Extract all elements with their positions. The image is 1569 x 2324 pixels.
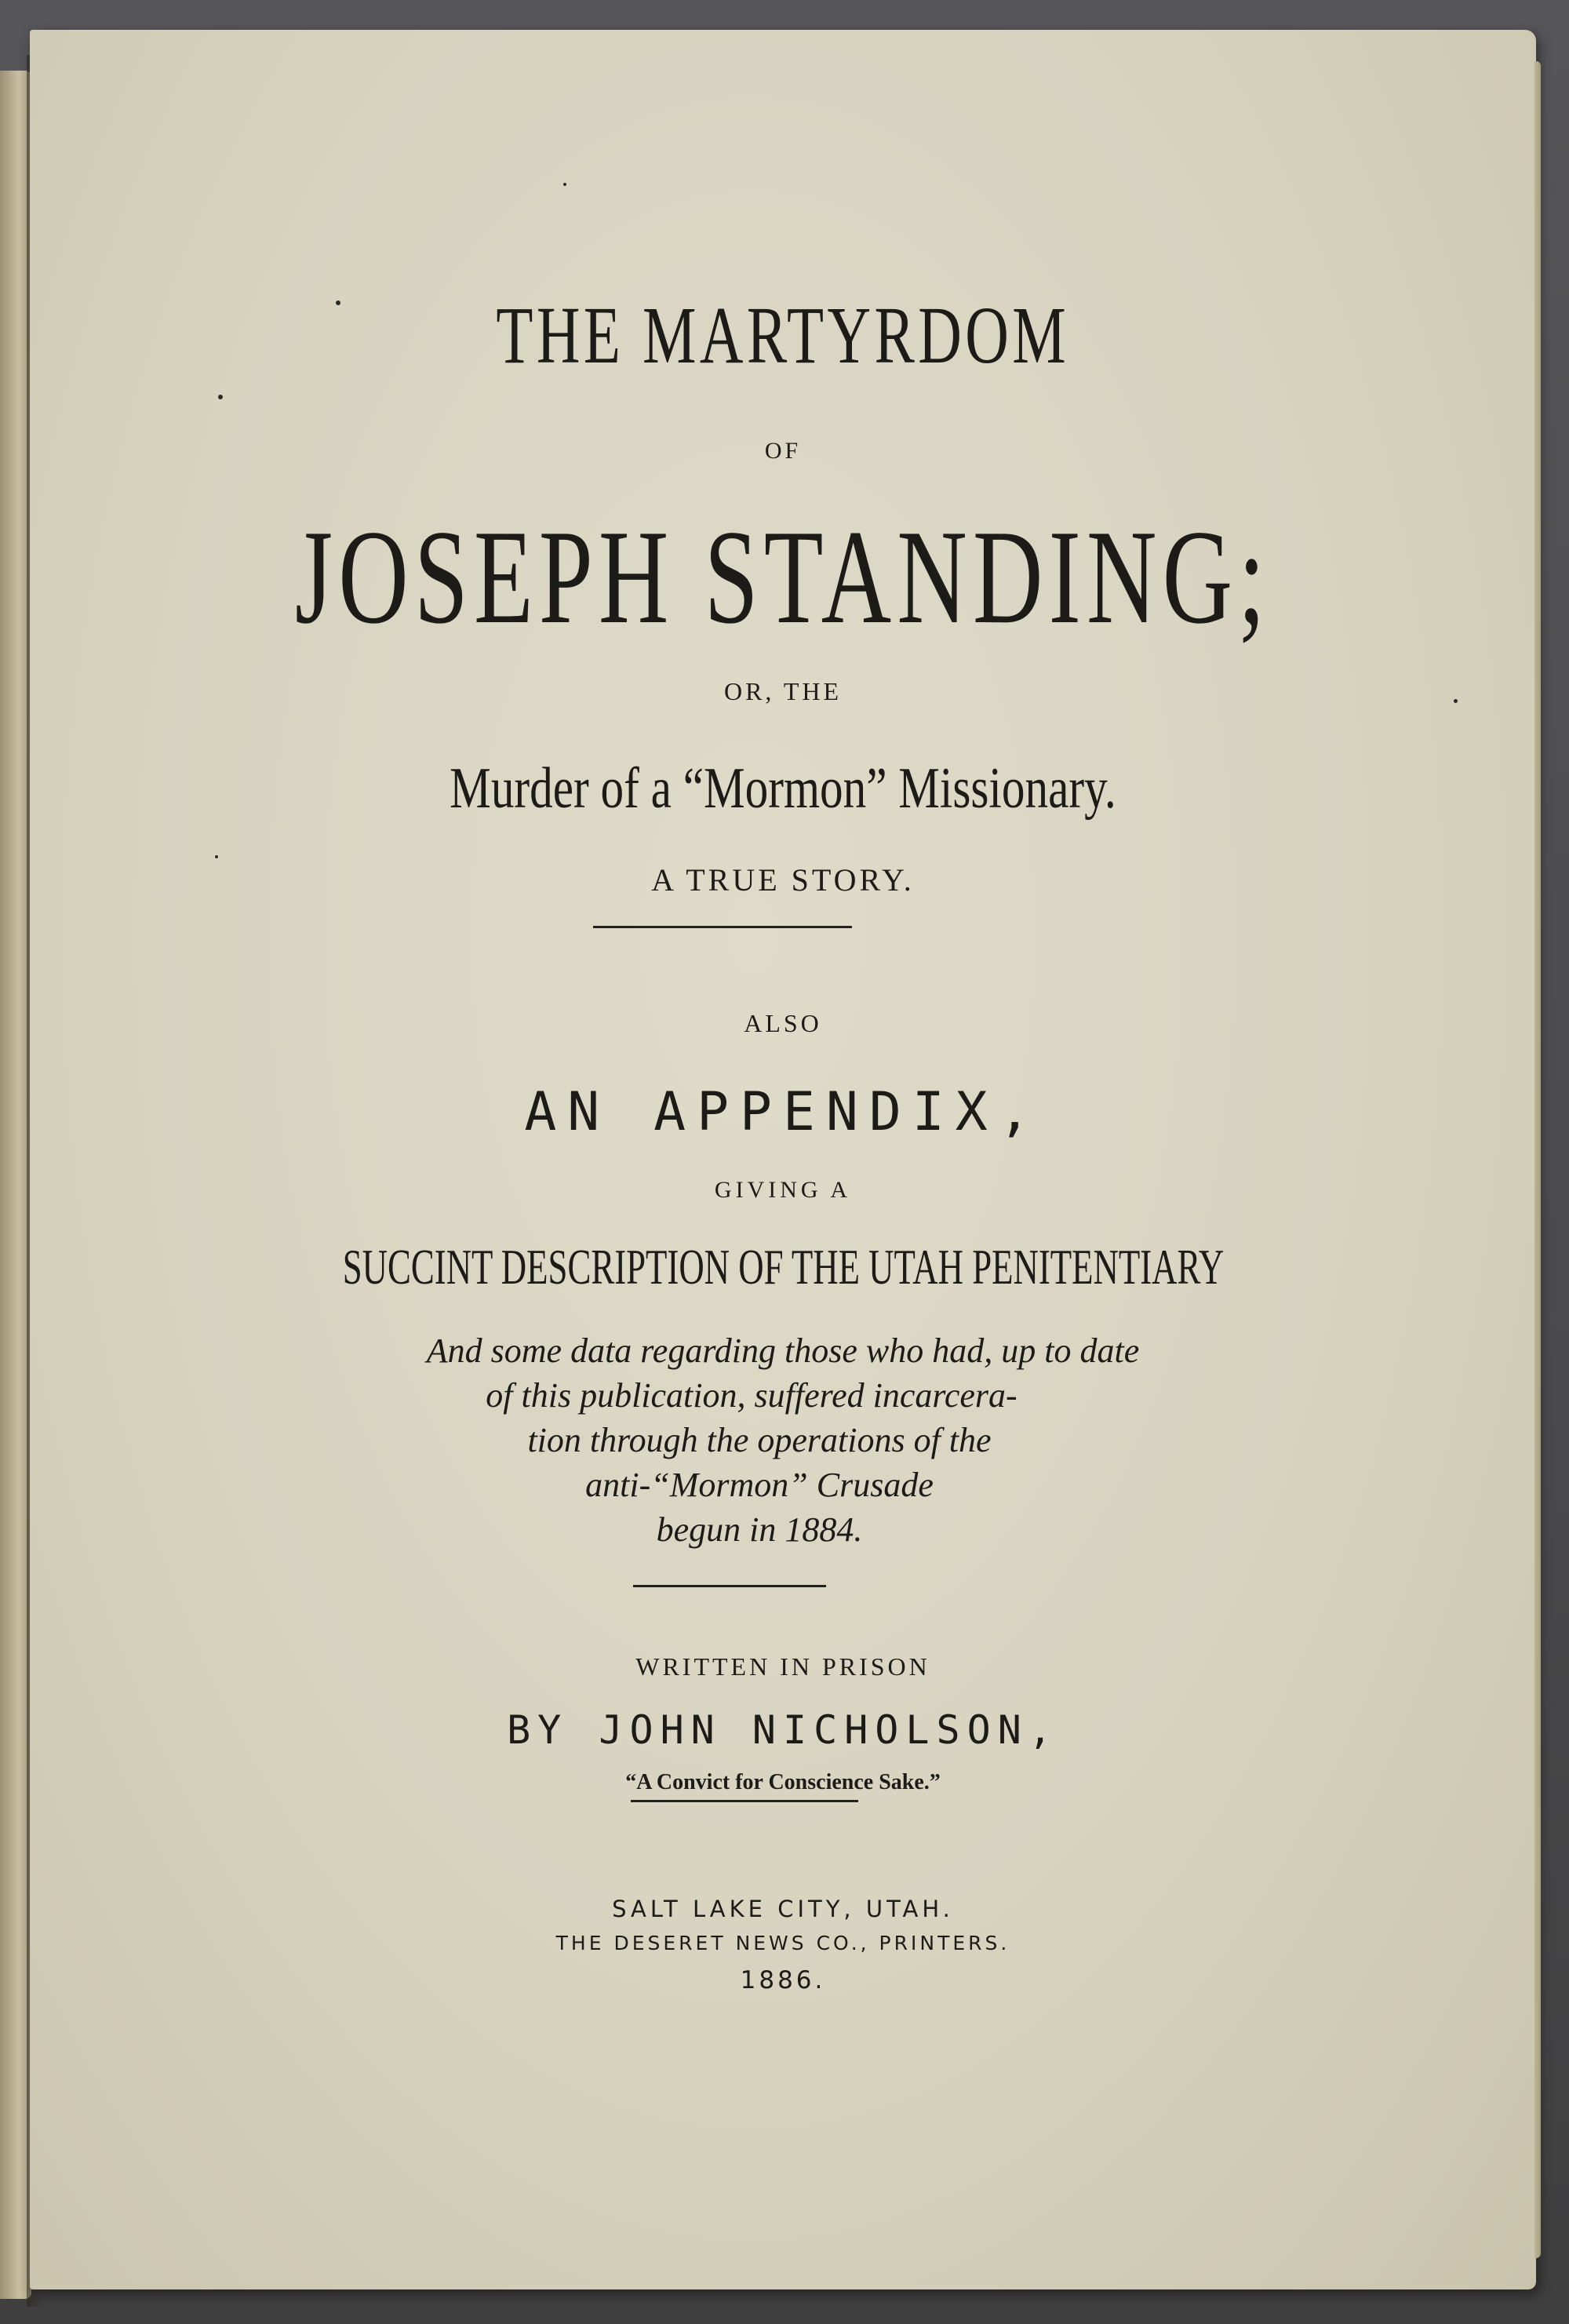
imprint-year: 1886. [740,1966,826,1994]
appendix-heading: AN APPENDIX, [524,1081,1042,1143]
imprint-printer: THE DESERET NEWS CO., PRINTERS. [555,1932,1010,1954]
subtitle-true-story: A TRUE STORY. [651,862,915,898]
title-page [30,30,1536,2289]
author-line: BY JOHN NICHOLSON, [507,1707,1059,1753]
paper-speck [563,183,566,186]
divider-rule-2 [633,1585,826,1587]
title-main-name: JOSEPH STANDING; [294,503,1272,652]
author-motto: “A Convict for Conscience Sake.” [625,1770,941,1794]
blurb-line-3: tion through the operations of the [527,1421,992,1459]
written-in-prison: WRITTEN IN PRISON [635,1652,930,1681]
description-heading: SUCCINT DESCRIPTION OF THE UTAH PENITENTIARY [342,1239,1224,1295]
paper-speck [336,301,340,305]
paper-speck [1454,699,1458,703]
divider-rule-3 [631,1800,858,1802]
title-line-1: THE MARTYRDOM [496,290,1070,381]
page-edge [1534,61,1541,2258]
paper-speck [218,395,223,399]
divider-rule-1 [593,926,852,928]
blurb-line-4: anti-“Mormon” Crusade [585,1466,934,1504]
subtitle-murder-line: Murder of a “Mormon” Missionary. [450,756,1116,821]
paper-speck [215,855,218,858]
blurb-line-1: And some data regarding those who had, up to date [426,1331,1140,1370]
blurb-line-5: begun in 1884. [656,1510,863,1549]
blurb-line-2: of this publication, suffered incarcera- [486,1376,1017,1415]
title-line-of: OF [764,438,802,464]
subtitle-or-the: OR, THE [723,677,843,705]
imprint-city: SALT LAKE CITY, UTAH. [612,1896,954,1922]
also-label: ALSO [744,1009,822,1037]
giving-a-label: GIVING A [714,1177,852,1203]
